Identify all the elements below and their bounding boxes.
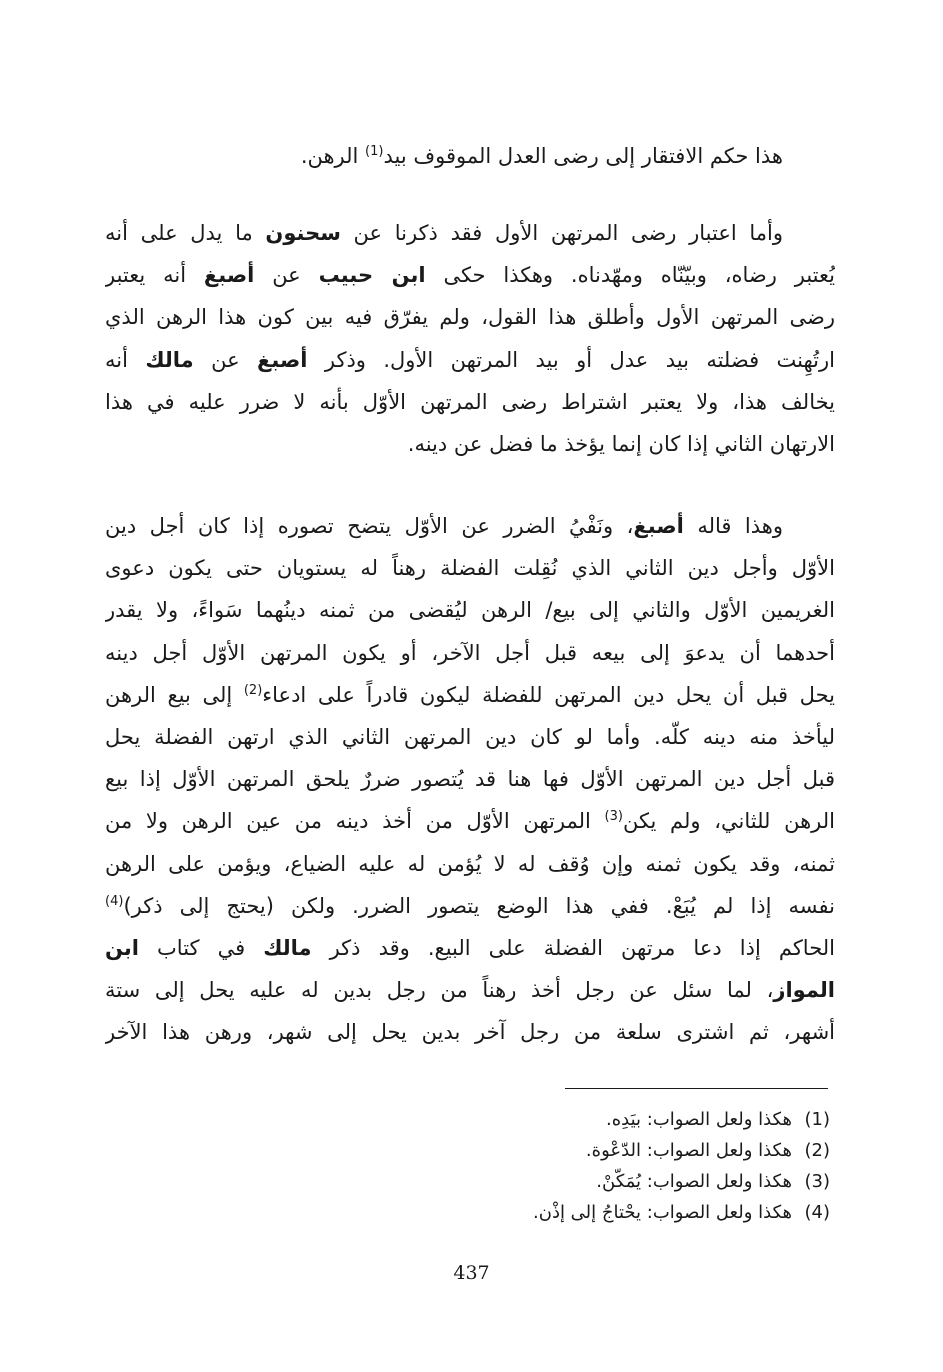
text-line: رضى المرتهن الأول وأطلق هذا القول، ولم يفرّق فيه بين كون هذا الرهن الذي [105, 305, 835, 330]
page-number: 437 [453, 1262, 490, 1284]
name-al-mawwaz: المواز [773, 978, 835, 1003]
text-line: يحل قبل أن يحل دين المرتهن للفضلة ليكون قادراً على ادعاء$^{(2)}$ إلى بيع الرهن [105, 682, 835, 707]
text-line: الأوّل وأجل دين الثاني الذي نُقِلت الفضلة رهناً له يستويان حتى يكون دعوى [105, 556, 835, 581]
footnote-item [360, 1197, 830, 1228]
name-asbagh: أصبغ [257, 347, 308, 372]
text-line: ليأخذ منه دينه كلّه. وأما لو كان دين المرتهن الثاني الذي ارتهن الفضلة يحل [105, 724, 835, 749]
text-line: الرهن للثاني، ولم يكن$^{(3)}$ المرتهن الأوّل من أخذ دينه من عين الرهن ولا من [105, 809, 835, 834]
text-line: ثمنه، وقد يكون ثمنه وإن وُقف له لا يُؤمن له عليه الضياع، ويؤمن على الرهن [105, 851, 835, 876]
text-line: الارتهان الثاني إذا كان إنما يؤخذ ما فضل عن دينه. [407, 431, 835, 456]
name-asbagh: أصبغ [203, 263, 255, 288]
footnote-ref: (4) [105, 893, 124, 909]
footnote-number: (2) [804, 1140, 830, 1161]
footnote-number: (4) [804, 1202, 830, 1223]
text-line: قبل أجل دين المرتهن الأوّل فها هنا قد يُتصور ضررٌ يلحق المرتهن الأوّل إذا بيع [105, 767, 835, 792]
paragraph-2 [105, 505, 835, 1053]
text-line: وأما اعتبار رضى المرتهن الأول فقد ذكرنا عن سحنون ما يدل على أنه [105, 221, 783, 245]
text-line: يُعتبر رضاه، وبيّنّاه ومهّدناه. وهكذا حكى ابن حبيب عن أصبغ أنه يعتبر [105, 263, 835, 288]
footnote-item [360, 1104, 830, 1135]
name-ibn: ابن [105, 935, 139, 960]
text-line: أشهر، ثم اشترى سلعة من رجل آخر بدين يحل إلى شهر، ورهن هذا الآخر [105, 1020, 835, 1045]
name-asbagh: أصبغ [633, 514, 684, 538]
text-line: ارتُهِنت فضلته بيد عدل أو بيد المرتهن الأول. وذكر أصبغ عن مالك أنه [105, 347, 835, 372]
name-ibn-habib: ابن حبيب [318, 263, 426, 288]
footnote-text: هكذا ولعل الصواب: بيَدِه. [606, 1109, 792, 1130]
text-line: وهذا قاله أصبغ، ونَفْيُ الضرر عن الأوّل يتضح تصوره إذا كان أجل دين [105, 514, 783, 538]
name-sahnun: سحنون [265, 221, 341, 245]
text-line: المواز، لما سئل عن رجل أخذ رهناً من رجل بدين له عليه يحل إلى ستة [105, 978, 835, 1003]
footnote-ref: (1) [365, 144, 384, 159]
name-malik: مالك [263, 935, 312, 960]
footnote-item [360, 1135, 830, 1166]
footnote-ref: (3) [604, 809, 623, 825]
footnote-separator [565, 1088, 828, 1089]
paragraph-1 [105, 212, 835, 465]
text-line: الحاكم إذا دعا مرتهن الفضلة على البيع. وقد ذكر مالك في كتاب ابن [105, 935, 835, 960]
name-malik: مالك [145, 347, 194, 372]
text-line: الغريمين الأوّل والثاني إلى بيع/ الرهن ليُقضى من ثمنه دينُهما سَواءً، ولا يقدر [105, 598, 835, 623]
text-line: نفسه إذا لم يُبَعْ. ففي هذا الوضع يتصور الضرر. ولكن (يحتج إلى ذكر)$^{(4)}$ [105, 893, 835, 918]
footnotes [360, 1104, 830, 1228]
intro-paragraph [105, 135, 835, 177]
footnote-text: هكذا ولعل الصواب: الدّعْوة. [585, 1140, 792, 1161]
footnote-text: هكذا ولعل الصواب: يحْتاجُ إلى إذْن. [533, 1202, 792, 1223]
text-line: أحدهما أن يدعوَ إلى بيعه قبل أجل الآخر، أو يكون المرتهن الأوّل أجل دينه [105, 640, 835, 665]
footnote-number: (1) [804, 1109, 830, 1130]
text-line: هذا حكم الافتقار إلى رضى العدل الموقوف بيد$^{(1)}$ الرهن. [300, 144, 783, 168]
footnote-ref: (2) [243, 682, 263, 698]
text-line: يخالف هذا، ولا يعتبر اشتراط رضى المرتهن الأوّل بأنه لا ضرر عليه في هذا [105, 389, 835, 414]
footnote-item [360, 1166, 830, 1197]
footnote-number: (3) [804, 1171, 830, 1192]
footnote-text: هكذا ولعل الصواب: يُمَكّنْ. [596, 1171, 792, 1192]
